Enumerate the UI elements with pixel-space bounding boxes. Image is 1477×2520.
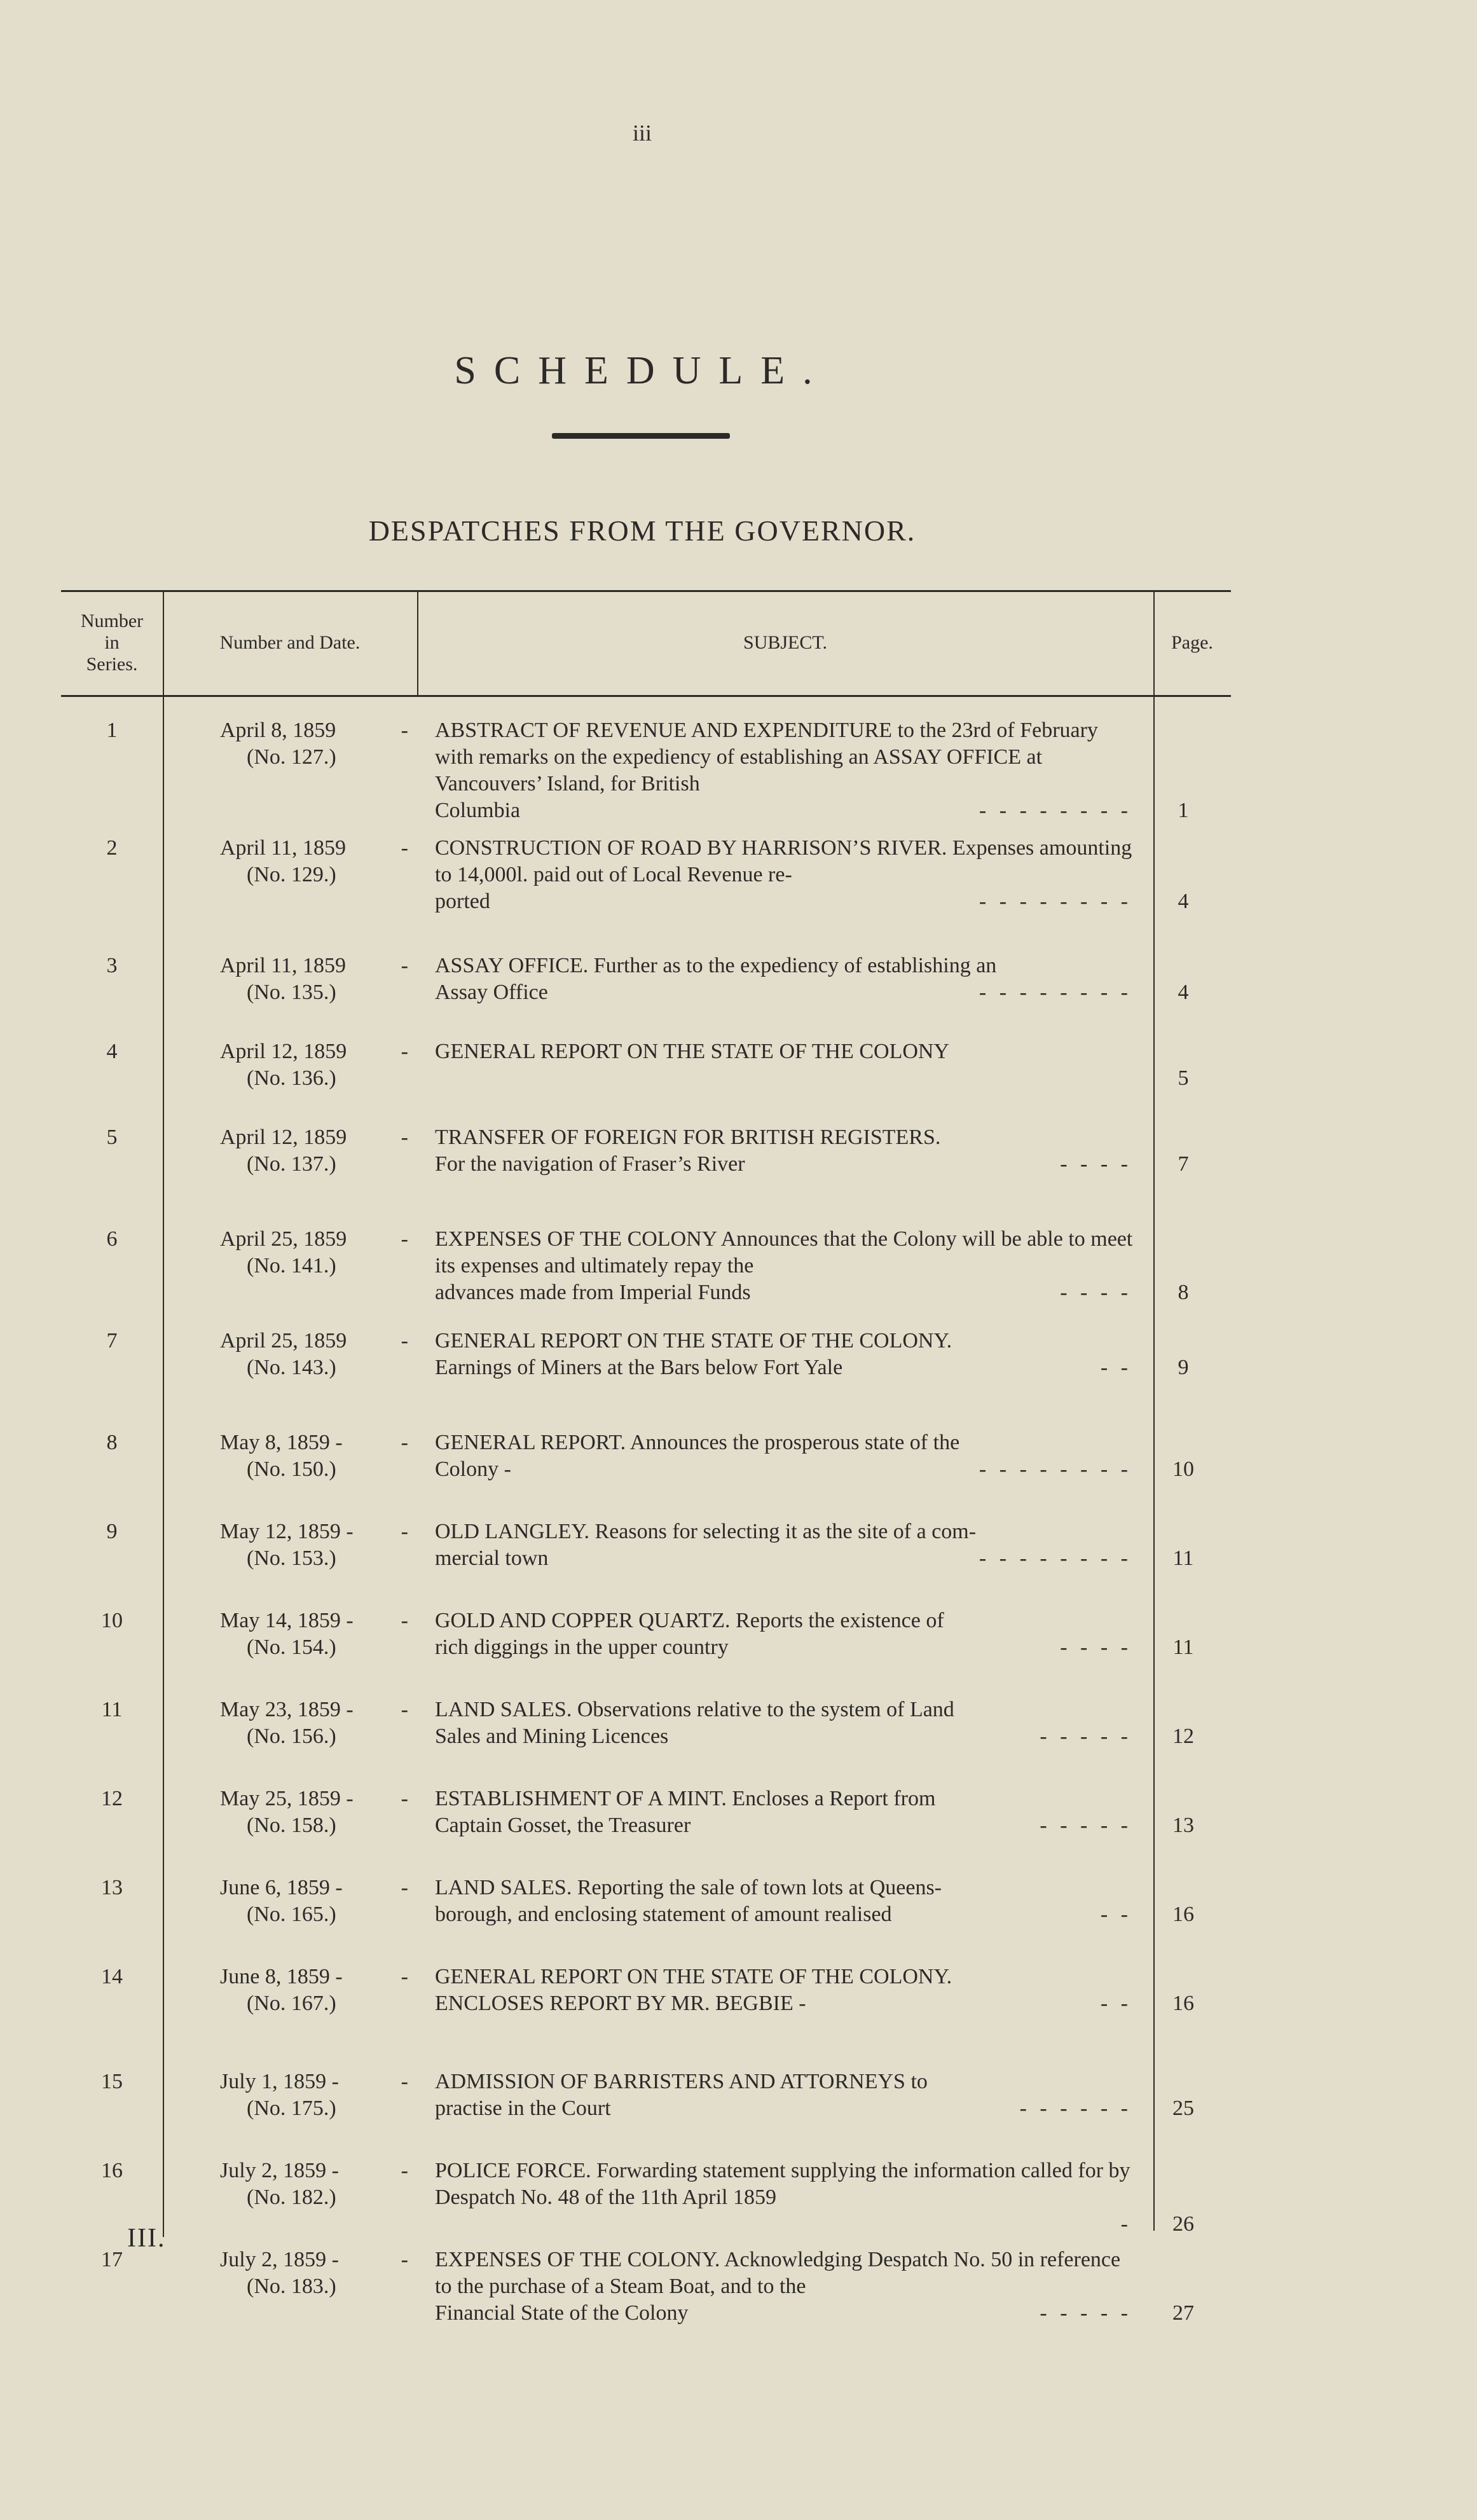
row-date-text: July 2, 1859 -	[220, 2159, 339, 2182]
row-subject-lastline-text: Assay Office	[435, 981, 548, 1004]
table-header-rule	[61, 695, 1231, 697]
row-number: 10	[101, 1609, 123, 1632]
row-subject-lastline	[435, 1901, 1136, 1928]
row-date-text: June 8, 1859 -	[220, 1965, 343, 1988]
table-row	[61, 1124, 1231, 1178]
row-subject-lastline	[435, 1545, 1136, 1572]
row-date-text: April 25, 1859	[220, 1227, 347, 1251]
row-despatch-number: (No. 154.)	[247, 1635, 336, 1659]
row-despatch-number: (No. 175.)	[247, 2097, 336, 2120]
row-number: 16	[101, 2159, 123, 2182]
table-row	[61, 2247, 1231, 2327]
row-subject	[417, 835, 1136, 915]
row-subject-lastline-text: Earnings of Miners at the Bars below Fort Yale	[435, 1356, 843, 1379]
row-number: 1	[106, 719, 118, 742]
row-page: 4	[1178, 981, 1189, 1004]
row-page: 13	[1172, 1814, 1194, 1837]
row-subject	[417, 2158, 1136, 2238]
row-despatch-number: (No. 153.)	[247, 1546, 336, 1570]
row-page: 25	[1172, 2097, 1194, 2120]
row-despatch-number: (No. 156.)	[247, 1725, 336, 1748]
row-leader-dashes: - - - - -	[1040, 2301, 1132, 2325]
table-row	[61, 1964, 1231, 2017]
row-subject-text: GENERAL REPORT ON THE STATE OF THE COLONY.	[435, 1965, 952, 1988]
row-subject	[417, 1038, 1136, 1092]
row-subject-text: GENERAL REPORT ON THE STATE OF THE COLONY.	[435, 1329, 952, 1353]
row-date-dash: -	[401, 1329, 408, 1353]
table-row	[61, 1226, 1231, 1306]
row-subject-lastline-text: GENERAL REPORT ON THE STATE OF THE COLONY	[435, 1040, 950, 1063]
row-date-dash: -	[401, 1520, 408, 1543]
row-page: 8	[1178, 1281, 1189, 1304]
row-subject-lastline	[435, 797, 1136, 824]
row-subject	[417, 1226, 1136, 1306]
row-date-text: April 12, 1859	[220, 1126, 347, 1149]
row-date	[163, 835, 417, 915]
row-subject-lastline-text: Sales and Mining Licences	[435, 1725, 669, 1748]
table-row	[61, 1786, 1231, 1839]
row-date	[163, 1038, 417, 1092]
header-number-line: Series.	[86, 653, 138, 675]
row-date	[163, 1608, 417, 1661]
table-row	[61, 1038, 1231, 1092]
row-subject	[417, 1697, 1136, 1750]
row-date-dash: -	[401, 836, 408, 860]
row-leader-dashes: - - - -	[1060, 1152, 1132, 1176]
row-subject	[417, 2069, 1136, 2122]
table-row	[61, 1875, 1231, 1928]
row-date	[163, 1124, 417, 1178]
row-subject	[417, 2247, 1136, 2327]
row-number: 13	[101, 1876, 123, 1899]
row-despatch-number: (No. 129.)	[247, 863, 336, 886]
row-date-dash: -	[401, 1876, 408, 1899]
row-subject-lastline	[435, 1812, 1136, 1839]
header-number	[61, 590, 163, 695]
header-subject: SUBJECT.	[743, 631, 827, 653]
row-number: 12	[101, 1787, 123, 1810]
table-row	[61, 835, 1231, 915]
row-number: 4	[106, 1040, 118, 1063]
row-despatch-number: (No. 136.)	[247, 1066, 336, 1090]
row-page: 10	[1172, 1457, 1194, 1481]
row-date	[163, 1964, 417, 2017]
row-leader-dashes	[949, 1038, 1136, 1065]
row-subject-text: LAND SALES. Reporting the sale of town lots at Queens-	[435, 1876, 942, 1899]
row-number: 6	[106, 1227, 118, 1251]
table-row	[61, 1608, 1231, 1661]
row-despatch-number: (No. 135.)	[247, 981, 336, 1004]
table-row	[61, 717, 1231, 824]
table-row	[61, 1697, 1231, 1750]
row-number: 3	[106, 954, 118, 977]
row-date	[163, 1786, 417, 1839]
row-despatch-number: (No. 183.)	[247, 2275, 336, 2298]
row-subject-lastline	[435, 2211, 1136, 2238]
row-date	[163, 1518, 417, 1572]
row-date-dash: -	[401, 2159, 408, 2182]
row-page: 16	[1172, 1903, 1194, 1926]
row-leader-dashes: - - - -	[1060, 1281, 1132, 1304]
row-page: 9	[1178, 1356, 1189, 1379]
row-subject-text: GOLD AND COPPER QUARTZ. Reports the existence of	[435, 1609, 944, 1632]
row-date	[163, 1226, 417, 1306]
row-date-text: May 23, 1859 -	[220, 1698, 354, 1721]
row-date-dash: -	[401, 719, 408, 742]
row-subject-text: LAND SALES. Observations relative to the system of Land	[435, 1698, 954, 1721]
row-date	[163, 1429, 417, 1483]
row-subject-text: EXPENSES OF THE COLONY Announces that the Colony will be able to meet its expenses and ultimately repay the	[435, 1227, 1133, 1277]
row-date-text: May 14, 1859 -	[220, 1609, 354, 1632]
row-subject-lastline-text: ported	[435, 890, 490, 913]
row-subject	[417, 953, 1136, 1006]
row-leader-dashes: - - - - - - - -	[979, 1457, 1132, 1481]
row-subject	[417, 1429, 1136, 1483]
row-despatch-number: (No. 182.)	[247, 2186, 336, 2209]
row-date-text: April 11, 1859	[220, 836, 347, 860]
row-number: 9	[106, 1520, 118, 1543]
row-leader-dashes: - - - - - - - -	[979, 1546, 1132, 1570]
row-date	[163, 1875, 417, 1928]
row-date-dash: -	[401, 1609, 408, 1632]
row-subject	[417, 1328, 1136, 1381]
header-date: Number and Date.	[219, 631, 361, 653]
row-leader-dashes: - -	[1100, 1356, 1132, 1379]
row-subject-lastline-text: Columbia	[435, 799, 521, 822]
row-subject-lastline-text: advances made from Imperial Funds	[435, 1281, 751, 1304]
row-subject-lastline	[435, 1634, 1136, 1661]
row-number: 11	[101, 1698, 123, 1721]
table-row	[61, 953, 1231, 1006]
title-rule	[552, 433, 730, 439]
row-subject-lastline	[435, 888, 1136, 915]
row-subject-text: EXPENSES OF THE COLONY. Acknowledging Despatch No. 50 in reference to the purchase of a Steam Boat, and to the	[435, 2248, 1121, 2298]
row-subject-text: ABSTRACT OF REVENUE AND EXPENDITURE to the 23rd of February with remarks on the expediency of establishing an ASSAY OFFICE at Vancouvers’ Island, for British	[435, 719, 1098, 795]
page-number: iii	[632, 120, 652, 146]
row-leader-dashes: - - - - -	[1040, 1814, 1132, 1837]
row-leader-dashes: -	[1120, 2212, 1132, 2236]
row-number: 5	[106, 1126, 118, 1149]
row-page: 11	[1172, 1546, 1194, 1570]
row-despatch-number: (No. 143.)	[247, 1356, 336, 1379]
header-number-line: in	[104, 631, 120, 653]
row-subject-text: TRANSFER OF FOREIGN FOR BRITISH REGISTERS.	[435, 1126, 941, 1149]
row-date-text: July 1, 1859 -	[220, 2070, 339, 2093]
row-page: 4	[1178, 890, 1189, 913]
row-date-dash: -	[401, 2248, 408, 2271]
row-date	[163, 1328, 417, 1381]
section-title: DESPATCHES FROM THE GOVERNOR.	[368, 514, 916, 547]
row-date-dash: -	[401, 1698, 408, 1721]
row-date-text: May 8, 1859 -	[220, 1431, 343, 1454]
row-subject-lastline	[435, 2300, 1136, 2327]
row-leader-dashes: - - - -	[1060, 1635, 1132, 1659]
row-subject-lastline	[435, 1279, 1136, 1306]
row-subject	[417, 1518, 1136, 1572]
row-date-text: July 2, 1859 -	[220, 2248, 339, 2271]
row-leader-dashes: - - - - - - - -	[979, 890, 1132, 913]
row-subject-lastline-text: borough, and enclosing statement of amount realised	[435, 1903, 892, 1926]
row-number: 8	[106, 1431, 118, 1454]
row-despatch-number: (No. 158.)	[247, 1814, 336, 1837]
row-date	[163, 1697, 417, 1750]
row-subject-lastline	[435, 1990, 1136, 2017]
row-subject-lastline	[435, 1354, 1136, 1381]
header-page: Page.	[1171, 631, 1213, 653]
row-date	[163, 2069, 417, 2122]
row-subject	[417, 1964, 1136, 2017]
row-leader-dashes: - - - - - - - -	[979, 799, 1132, 822]
row-number: 17	[101, 2248, 123, 2271]
row-subject	[417, 1875, 1136, 1928]
row-date-dash: -	[401, 954, 408, 977]
row-date-dash: -	[401, 1040, 408, 1063]
row-subject-lastline-text: For the navigation of Fraser’s River	[435, 1152, 745, 1176]
row-date-dash: -	[401, 1126, 408, 1149]
row-subject-lastline	[435, 979, 1136, 1006]
row-subject-lastline-text: Colony -	[435, 1457, 511, 1481]
row-subject-text: CONSTRUCTION OF ROAD BY HARRISON’S RIVER. Expenses amounting to 14,000l. paid out of Local Revenue re-	[435, 836, 1132, 886]
row-subject	[417, 1608, 1136, 1661]
row-leader-dashes: - - - - - - - -	[979, 981, 1132, 1004]
row-leader-dashes: - - - - - -	[1019, 2097, 1132, 2120]
table-row	[61, 1429, 1231, 1483]
row-subject-lastline	[435, 1723, 1136, 1750]
row-leader-dashes: - -	[1100, 1903, 1132, 1926]
row-page: 26	[1172, 2212, 1194, 2236]
row-date-text: May 25, 1859 -	[220, 1787, 354, 1810]
row-date-text: April 11, 1859	[220, 954, 347, 977]
row-despatch-number: (No. 141.)	[247, 1254, 336, 1277]
row-subject-text: OLD LANGLEY. Reasons for selecting it as the site of a com-	[435, 1520, 977, 1543]
table-row	[61, 1328, 1231, 1381]
row-date-dash: -	[401, 1787, 408, 1810]
table-row	[61, 2158, 1231, 2238]
row-date	[163, 717, 417, 824]
row-date-text: May 12, 1859 -	[220, 1520, 354, 1543]
row-date	[163, 2247, 417, 2327]
row-number: 7	[106, 1329, 118, 1353]
row-date-text: April 25, 1859	[220, 1329, 347, 1353]
row-date-dash: -	[401, 1965, 408, 1988]
row-number: 15	[101, 2070, 123, 2093]
row-page: 5	[1178, 1066, 1189, 1090]
row-subject-lastline-text: ENCLOSES REPORT BY MR. BEGBIE -	[435, 1992, 806, 2015]
row-leader-dashes: - - - - -	[1040, 1725, 1132, 1748]
row-date-dash: -	[401, 2070, 408, 2093]
table-row	[61, 1518, 1231, 1572]
row-subject-lastline	[435, 1456, 1136, 1483]
row-date-text: June 6, 1859 -	[220, 1876, 343, 1899]
row-subject-lastline	[435, 2095, 1136, 2122]
row-subject-text: ADMISSION OF BARRISTERS AND ATTORNEYS to	[435, 2070, 928, 2093]
row-date-text: April 8, 1859	[220, 719, 336, 742]
row-subject-lastline	[435, 1038, 1136, 1065]
volume-mark: III.	[127, 2224, 166, 2253]
document-title: SCHEDULE.	[454, 349, 830, 392]
row-subject	[417, 1786, 1136, 1839]
row-page: 11	[1172, 1635, 1194, 1659]
row-despatch-number: (No. 127.)	[247, 745, 336, 769]
row-date-dash: -	[401, 1227, 408, 1251]
row-page: 1	[1178, 799, 1189, 822]
row-page: 27	[1172, 2301, 1194, 2325]
row-subject-lastline-text: Financial State of the Colony	[435, 2301, 689, 2325]
row-subject-lastline-text: mercial town	[435, 1546, 549, 1570]
row-despatch-number: (No. 137.)	[247, 1152, 336, 1176]
row-subject	[417, 717, 1136, 824]
row-page: 16	[1172, 1992, 1194, 2015]
row-subject-lastline-text: rich diggings in the upper country	[435, 1635, 729, 1659]
row-date	[163, 953, 417, 1006]
header-number-line: Number	[80, 610, 144, 631]
row-subject-text: GENERAL REPORT. Announces the prosperous state of the	[435, 1431, 960, 1454]
row-date-dash: -	[401, 1431, 408, 1454]
row-subject-lastline	[435, 1151, 1136, 1178]
row-despatch-number: (No. 165.)	[247, 1903, 336, 1926]
row-subject	[417, 1124, 1136, 1178]
row-date	[163, 2158, 417, 2238]
row-page: 12	[1172, 1725, 1194, 1748]
row-number: 2	[106, 836, 118, 860]
row-despatch-number: (No. 167.)	[247, 1992, 336, 2015]
row-leader-dashes: - -	[1100, 1992, 1132, 2015]
row-subject-lastline-text: Captain Gosset, the Treasurer	[435, 1814, 691, 1837]
row-subject-text: ASSAY OFFICE. Further as to the expediency of establishing an	[435, 954, 997, 977]
row-page: 7	[1178, 1152, 1189, 1176]
row-subject-lastline-text: practise in the Court	[435, 2097, 611, 2120]
row-subject-text: POLICE FORCE. Forwarding statement supplying the information called for by Despatch No. 48 of the 11th April 1859	[435, 2159, 1130, 2209]
row-subject-text: ESTABLISHMENT OF A MINT. Encloses a Report from	[435, 1787, 936, 1810]
row-number: 14	[101, 1965, 123, 1988]
row-despatch-number: (No. 150.)	[247, 1457, 336, 1481]
table-row	[61, 2069, 1231, 2122]
row-date-text: April 12, 1859	[220, 1040, 347, 1063]
